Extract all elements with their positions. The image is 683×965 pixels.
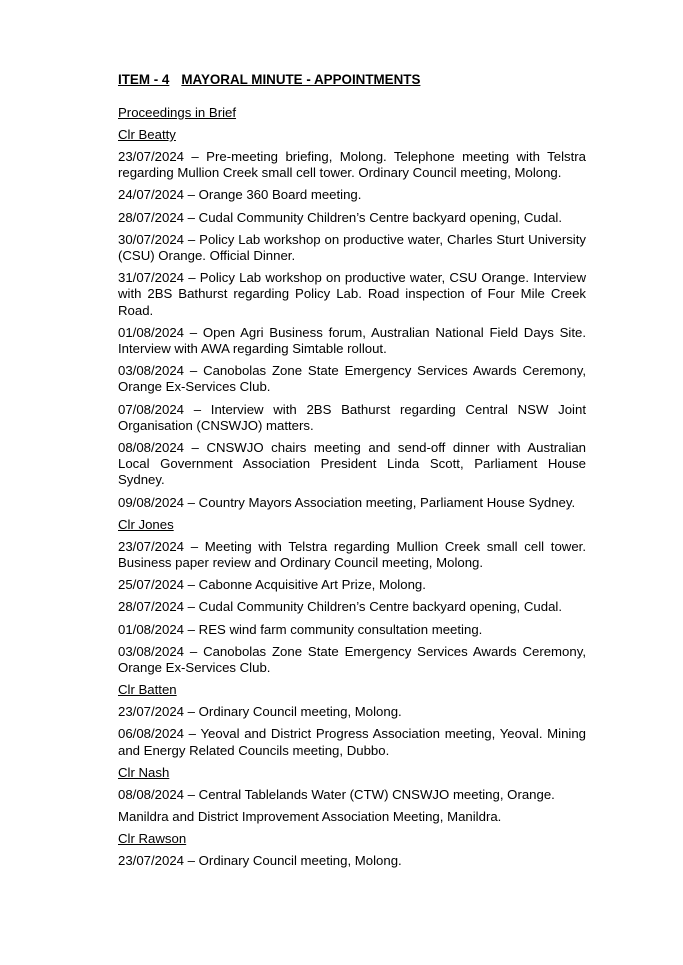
councillor-section bbox=[118, 831, 586, 869]
appointment-entry: 23/07/2024 – Ordinary Council meeting, Molong. bbox=[118, 704, 402, 720]
page-title bbox=[118, 72, 586, 88]
appointment-entry: 23/07/2024 – Meeting with Telstra regarding Mullion Creek small cell tower. Business paper review and Ordinary Council meeting, Molong. bbox=[118, 538, 586, 571]
councillor-name: Clr Beatty bbox=[118, 127, 176, 142]
appointment-entry: 28/07/2024 – Cudal Community Children’s Centre backyard opening, Cudal. bbox=[118, 209, 562, 225]
appointment-entry: Manildra and District Improvement Association Meeting, Manildra. bbox=[118, 809, 502, 825]
item-number: ITEM - 4 bbox=[118, 72, 170, 87]
appointment-entry: 06/08/2024 – Yeoval and District Progress Association meeting, Yeoval. Mining and Energy Related Councils meeting, Dubbo. bbox=[118, 726, 586, 758]
appointment-entry: 23/07/2024 – Pre-meeting briefing, Molong. Telephone meeting with Telstra regarding Mullion Creek small cell tower. Ordinary Council meeting, Molong. bbox=[118, 149, 586, 181]
appointment-entry: 01/08/2024 – Open Agri Business forum, Australian National Field Days Site. Interview with AWA regarding Simtable rollout. bbox=[118, 324, 586, 357]
appointment-entry: 09/08/2024 – Country Mayors Association meeting, Parliament House Sydney. bbox=[118, 494, 576, 510]
proceedings-subheading: Proceedings in Brief bbox=[118, 105, 237, 120]
appointment-entry: 03/08/2024 – Canobolas Zone State Emergency Services Awards Ceremony, Orange Ex-Services Club. bbox=[118, 643, 586, 676]
councillor-section bbox=[118, 765, 586, 825]
appointment-entry: 03/08/2024 – Canobolas Zone State Emergency Services Awards Ceremony, Orange Ex-Services Club. bbox=[118, 363, 586, 395]
councillor-name: Clr Batten bbox=[118, 682, 177, 698]
item-title: MAYORAL MINUTE - APPOINTMENTS bbox=[181, 72, 421, 87]
appointment-entry: 24/07/2024 – Orange 360 Board meeting. bbox=[118, 187, 362, 203]
appointment-entry: 08/08/2024 – Central Tablelands Water (CTW) CNSWJO meeting, Orange. bbox=[118, 786, 555, 802]
councillor-name: Clr Jones bbox=[118, 516, 174, 532]
councillor-section bbox=[118, 682, 586, 759]
document-page bbox=[118, 72, 586, 876]
councillor-section bbox=[118, 517, 586, 676]
appointment-entry: 25/07/2024 – Cabonne Acquisitive Art Prize, Molong. bbox=[118, 577, 426, 593]
appointment-entry: 31/07/2024 – Policy Lab workshop on productive water, CSU Orange. Interview with 2BS Bathurst regarding Policy Lab. Road inspection of Four Mile Creek Road. bbox=[118, 270, 586, 318]
councillor-name: Clr Nash bbox=[118, 764, 170, 780]
councillor-name: Clr Rawson bbox=[118, 831, 187, 847]
councillor-sections bbox=[118, 127, 586, 870]
appointment-entry: 07/08/2024 – Interview with 2BS Bathurst regarding Central NSW Joint Organisation (CNSWJO) matters. bbox=[118, 401, 586, 433]
appointment-entry: 28/07/2024 – Cudal Community Children’s Centre backyard opening, Cudal. bbox=[118, 599, 562, 615]
appointment-entry: 30/07/2024 – Policy Lab workshop on productive water, Charles Sturt University (CSU) Orange. Official Dinner. bbox=[118, 231, 586, 264]
councillor-section bbox=[118, 127, 586, 511]
appointment-entry: 08/08/2024 – CNSWJO chairs meeting and send-off dinner with Australian Local Government Association President Linda Scott, Parliament House Sydney. bbox=[118, 440, 586, 488]
appointment-entry: 01/08/2024 – RES wind farm community consultation meeting. bbox=[118, 621, 483, 637]
appointment-entry: 23/07/2024 – Ordinary Council meeting, Molong. bbox=[118, 853, 402, 869]
